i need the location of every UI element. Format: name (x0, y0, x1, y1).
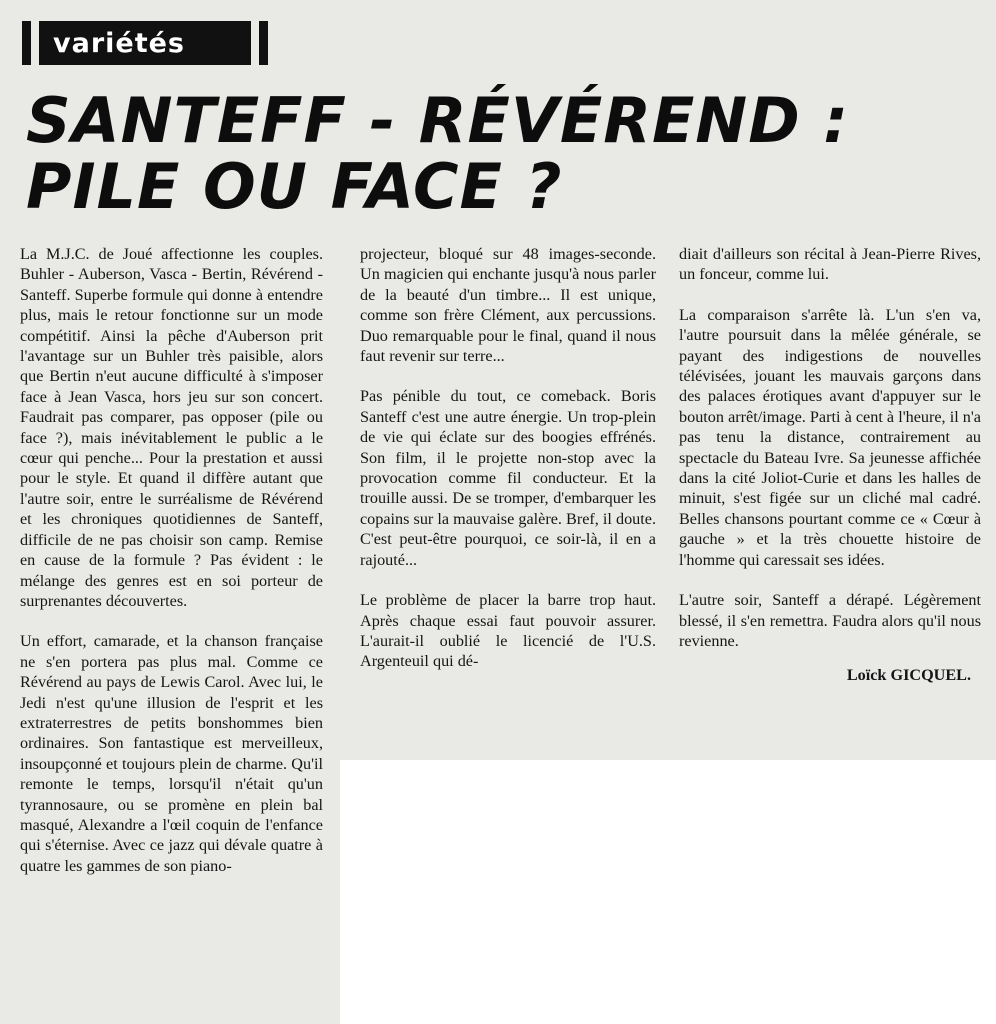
paragraph: L'autre soir, Santeff a dérapé. Légèrement blessé, il s'en remettra. Faudra alors qu'il nous revienne. (679, 591, 981, 650)
headline-line-1: SANTEFF - RÉVÉREND : (26, 84, 850, 157)
paragraph: projecteur, bloqué sur 48 images-seconde. Un magicien qui enchante jusqu'à nous parler de la beauté d'un timbre... Il est unique, comme son frère Clément, aux percussions. Duo remarquable pour le final, quand il nous faut revenir sur terre... (360, 245, 656, 366)
paragraph: Pas pénible du tout, ce comeback. Boris Santeff c'est une autre énergie. Un trop-plein de vie qui éclate sur des boogies effrénés. Son film, il le projette non-stop avec la provocation comme fil conducteur. Et la trouille aussi. De se tromper, d'embarquer les copains sur la mauvaise galère. Bref, il doute. C'est peut-être pourquoi, ce soir-là, il en a rajouté... (360, 387, 656, 569)
author-signature: Loïck GICQUEL. (846, 666, 971, 685)
rubric-label: variétés (39, 21, 251, 65)
paragraph: Le problème de placer la barre trop haut. Après chaque essai faut pouvoir assurer. L'aurait-il oublié le licencié de l'U.S. Argenteuil qui dé- (360, 591, 656, 671)
paragraph: Un effort, camarade, et la chanson française ne s'en portera pas plus mal. Comme ce Révérend au pays de Lewis Carol. Avec lui, le Jedi n'est qu'une illusion de l'esprit et les extraterrestres de petits bonshommes bien ordinaires. Son fantastique est merveilleux, insoupçonné et toujours plein de charme. Qu'il remonte le temps, lorsqu'il n'était qu'un tyrannosaure, ou se promène en plein bal masqué, Alexandre a l'œil coquin de l'enfance qui s'éternise. Avec ce jazz qui dévale quatre à quatre les gammes de son piano- (20, 632, 323, 875)
rubric-left-bar (22, 21, 31, 65)
headline-line-2: PILE OU FACE ? (26, 150, 563, 223)
paragraph: La comparaison s'arrête là. L'un s'en va, l'autre poursuit dans la mêlée générale, se payant des indigestions de nouvelles télévisées, jouant les mauvais garçons dans des palaces érotiques avant d'appuyer sur le bouton arrêt/image. Parti à cent à l'heure, il n'a pas tenu la distance, contrairement au spectacle du Bateau Ivre. Sa jeunesse affichée dans la cité Joliot-Curie et dans les halles de minuit, s'est figée sur un cliché mal cadré. Belles chansons pourtant comme ce « Cœur à gauche » et la très chouette histoire de l'homme qui caressait ses idées. (679, 305, 981, 569)
rubric-right-bar (259, 21, 268, 65)
article-headline (26, 84, 976, 223)
article-column-2 (360, 244, 656, 672)
article-column-1 (20, 244, 323, 876)
paragraph: La M.J.C. de Joué affectionne les couples. Buhler - Auberson, Vasca - Bertin, Révérend - Santeff. Superbe formule qui donne à entendre plus, mais le retour fonctionne sur un mode compétitif. Ainsi la pêche d'Auberson prit l'avantage sur un Buhler très paisible, alors que Bertin n'eut aucune difficulté à s'imposer face à Jean Vasca, hors jeu sur son concert. Faudrait pas comparer, pas opposer (pile ou face ?), mais inévitablement le public a le cœur qui penche... Pour la prestation et aussi pour le style. Et quand il diffère autant que l'autre soir, entre le surréalisme de Révérend et les chroniques quotidiennes de Santeff, difficile de ne pas choisir son camp. Remise en cause de la formule ? Pas évident : le mélange des genres est en soi porteur de surprenantes découvertes. (20, 245, 323, 610)
section-rubric (22, 20, 268, 66)
article-column-3 (679, 244, 981, 686)
paragraph: diait d'ailleurs son récital à Jean-Pierre Rives, un fonceur, comme lui. (679, 245, 981, 284)
